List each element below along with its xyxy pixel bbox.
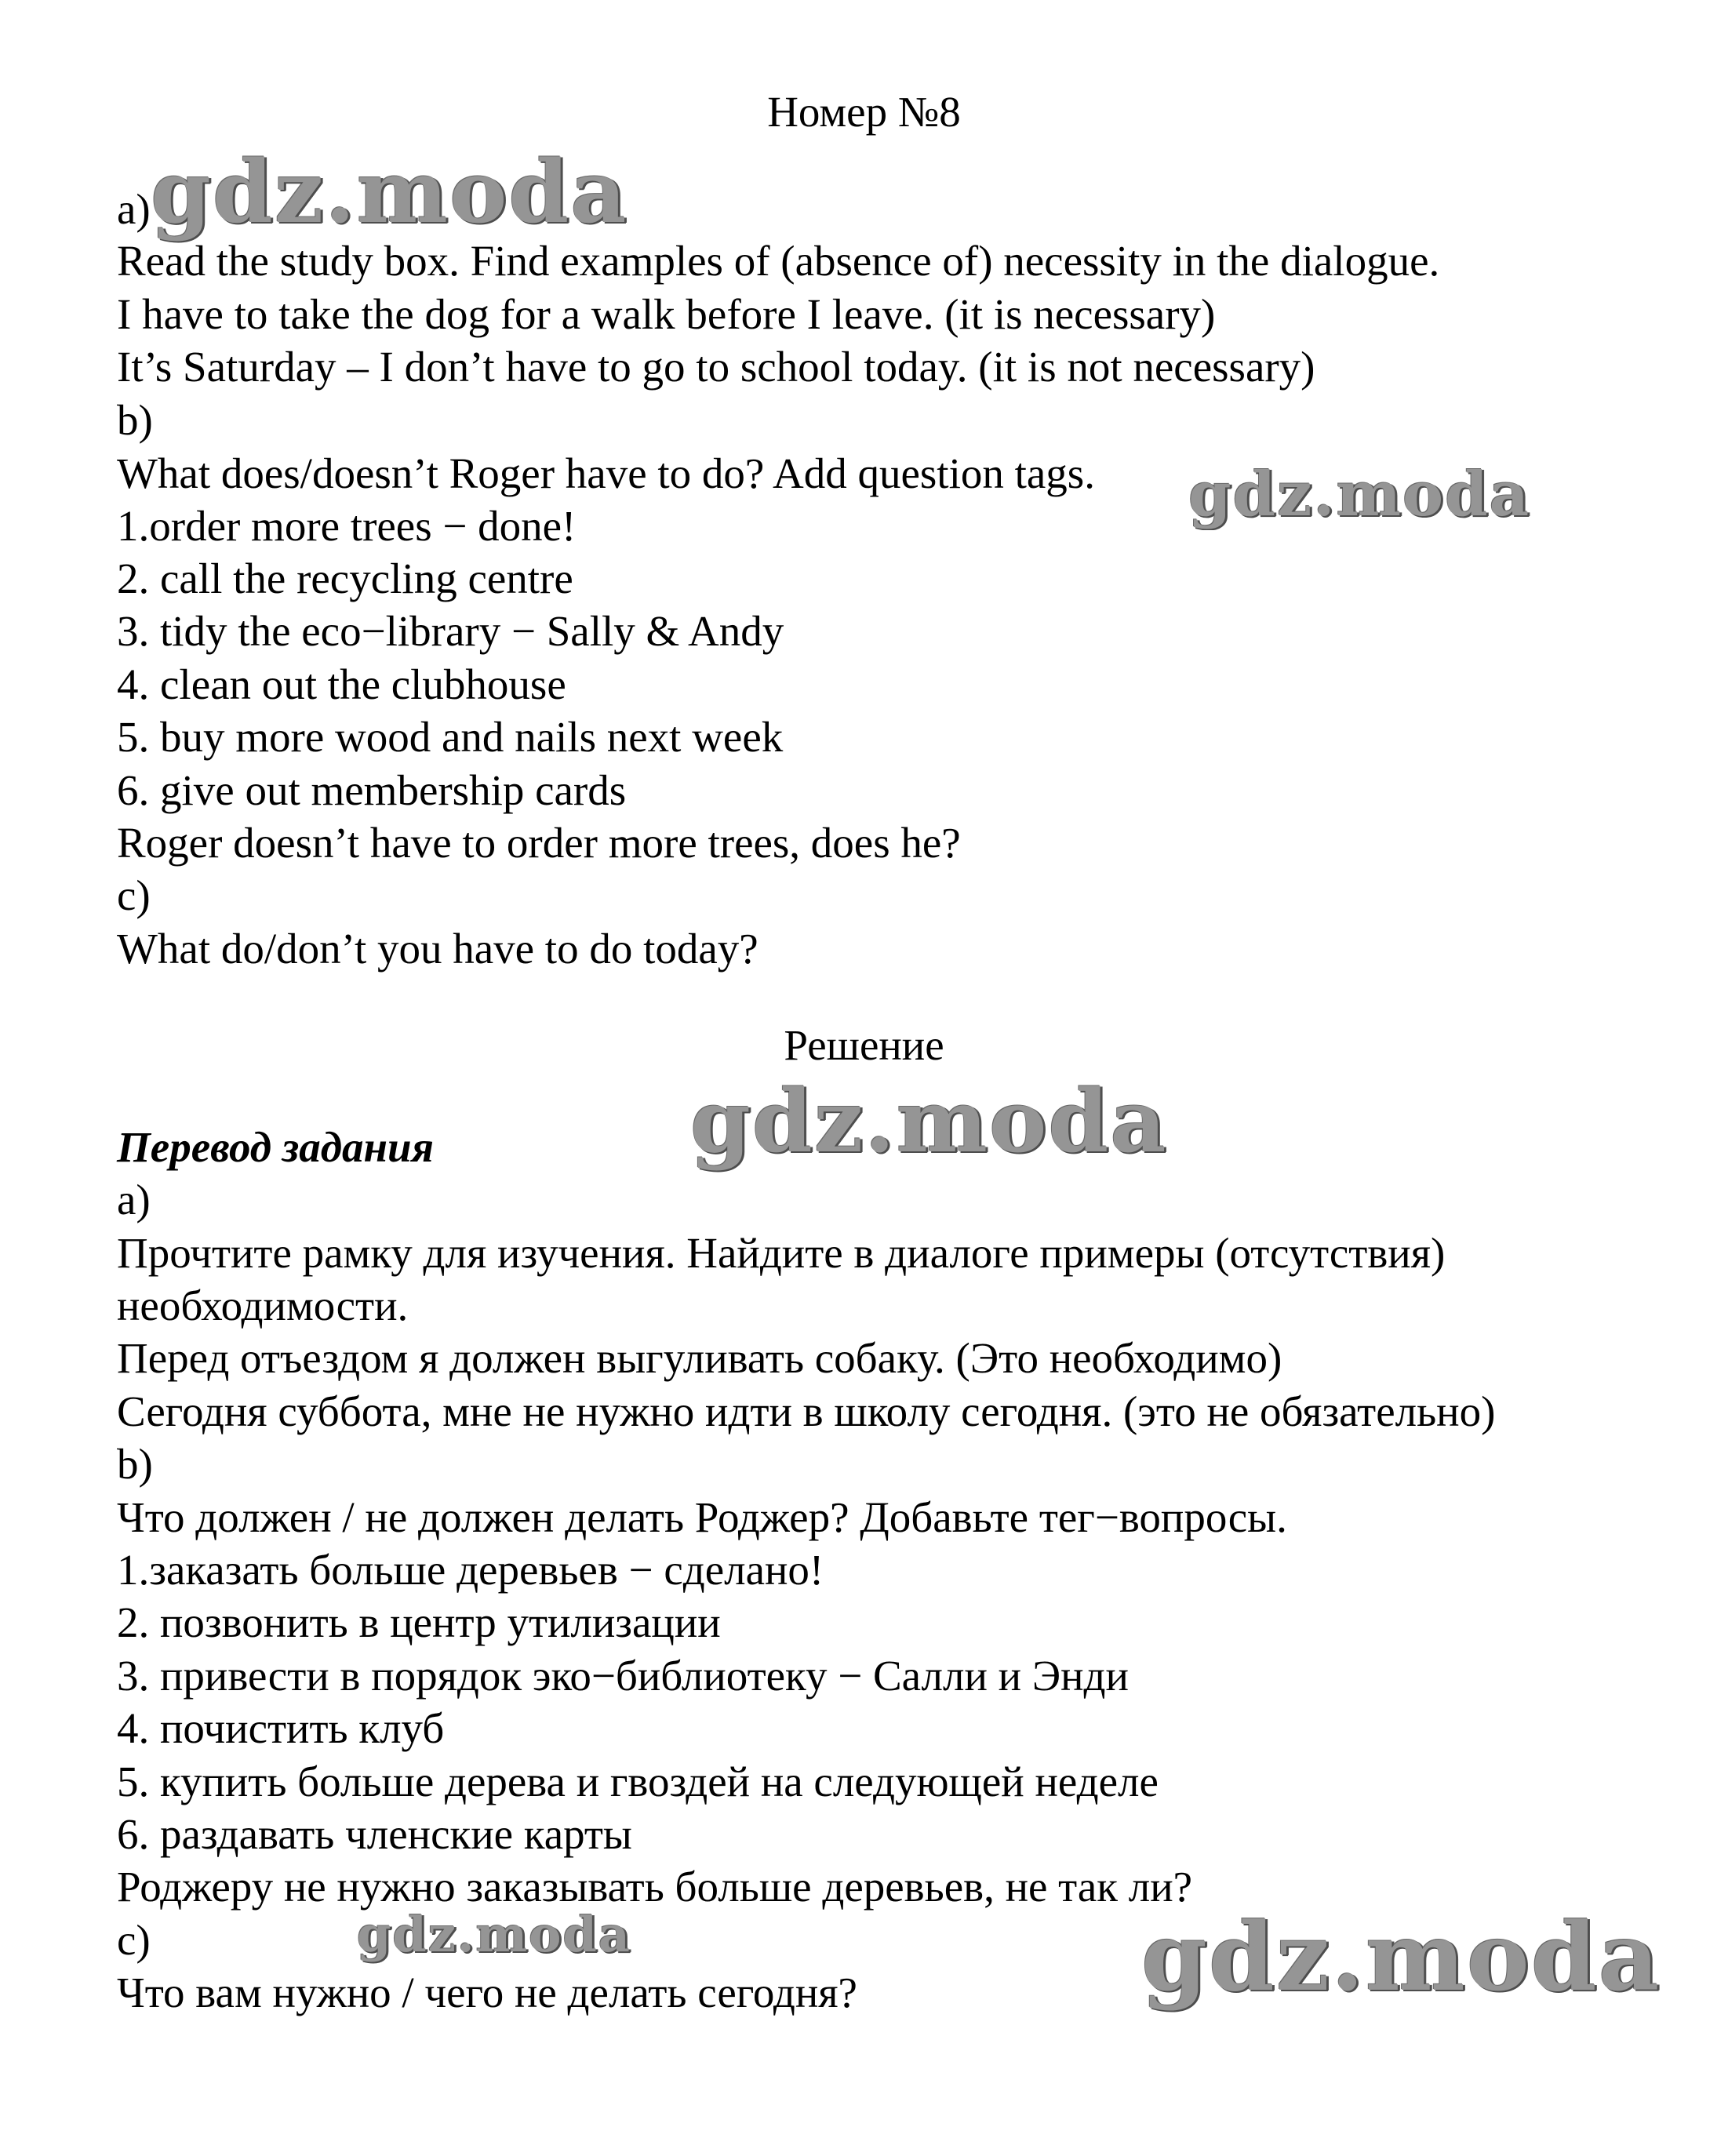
solution-heading: Решение [784, 1021, 944, 1069]
solution-b-line: Роджеру не нужно заказывать больше деревьев, не так ли? [117, 1863, 1193, 1911]
solution-b-line: 6. раздавать членские карты [117, 1810, 632, 1858]
task-a-label: a) [117, 185, 151, 233]
task-b-line: Roger doesn’t have to order more trees, does he? [117, 819, 961, 867]
task-b-line: 4. clean out the clubhouse [117, 660, 566, 708]
solution-b-line: 3. привести в порядок эко−библиотеку − Салли и Энди [117, 1652, 1129, 1700]
solution-c-label: c) [117, 1916, 151, 1964]
solution-b-label: b) [117, 1440, 153, 1488]
solution-a-label: a) [117, 1176, 151, 1223]
task-a-line: It’s Saturday – I don’t have to go to school today. (it is not necessary) [117, 343, 1315, 391]
solution-a-line: Перед отъездом я должен выгуливать собаку. (Это необходимо) [117, 1334, 1282, 1382]
watermark: gdz.moda [151, 141, 628, 242]
watermark: gdz.moda [1188, 459, 1531, 530]
solution-b-line: 4. почистить клуб [117, 1704, 445, 1752]
solution-b-line: 1.заказать больше деревьев − сделано! [117, 1546, 824, 1594]
task-a-line: I have to take the dog for a walk before I leave. (it is necessary) [117, 290, 1216, 338]
watermark: gdz.moda [1141, 1902, 1661, 2012]
solution-a-line: необходимости. [117, 1282, 409, 1329]
solution-b-line: 2. позвонить в центр утилизации [117, 1598, 721, 1646]
task-c-label: c) [117, 871, 151, 919]
task-b-line: 2. call the recycling centre [117, 554, 573, 602]
solution-b-line: Что должен / не должен делать Роджер? Добавьте тег−вопросы. [117, 1493, 1287, 1541]
task-a-line: Read the study box. Find examples of (absence of) necessity in the dialogue. [117, 237, 1440, 285]
task-b-line: 1.order more trees − done! [117, 502, 577, 550]
task-c-line: What do/don’t you have to do today? [117, 925, 759, 973]
solution-b-line: 5. купить больше дерева и гвоздей на следующей неделе [117, 1758, 1159, 1805]
solution-a-line: Сегодня суббота, мне не нужно идти в школу сегодня. (это не обязательно) [117, 1387, 1496, 1435]
watermark: gdz.moda [690, 1071, 1168, 1172]
translation-heading: Перевод задания [117, 1123, 434, 1171]
page-title: Номер №8 [767, 88, 961, 136]
solution-a-line: Прочтите рамку для изучения. Найдите в диалоге примеры (отсутствия) [117, 1229, 1446, 1277]
solution-c-line: Что вам нужно / чего не делать сегодня? [117, 1969, 857, 2016]
task-b-line: What does/doesn’t Roger have to do? Add question tags. [117, 449, 1095, 497]
task-b-line: 3. tidy the eco−library − Sally & Andy [117, 607, 784, 655]
task-b-line: 5. buy more wood and nails next week [117, 713, 784, 761]
task-b-line: 6. give out membership cards [117, 766, 627, 814]
watermark: gdz.moda [357, 1906, 631, 1963]
task-b-label: b) [117, 396, 153, 444]
